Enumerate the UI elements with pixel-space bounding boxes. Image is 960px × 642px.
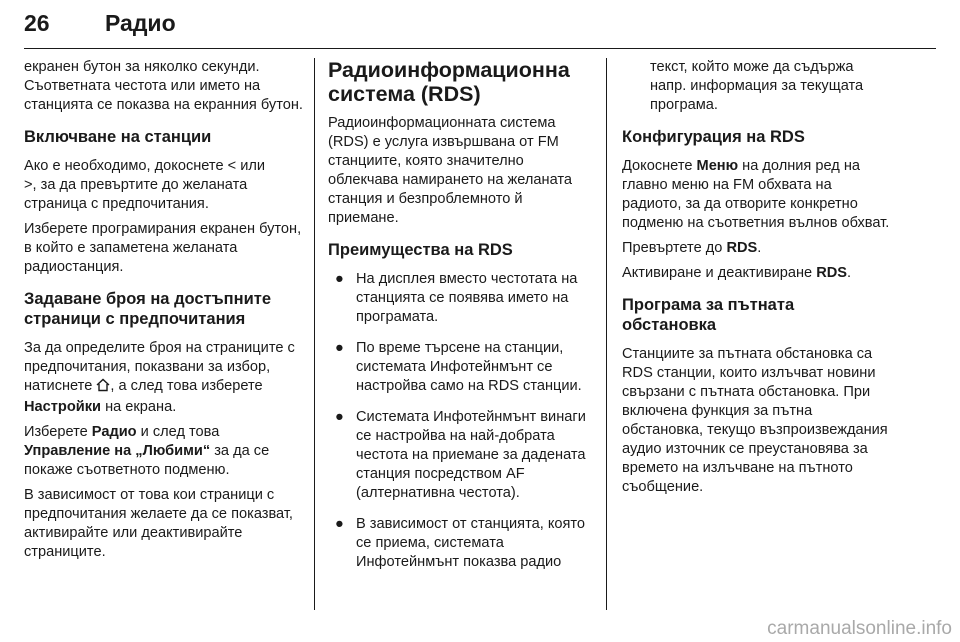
bullet-icon: ● [335,340,344,356]
bullet-icon: ● [335,516,344,532]
section-title: Радио [105,10,176,36]
heading-rds: Радиоинформационна система (RDS) [328,58,570,106]
watermark-text: carmanualsonline.info [767,618,952,639]
bullet-icon: ● [335,409,344,425]
settings-term: Настройки [24,399,101,415]
list-item: ● На дисплея вместо честотата на станцията се появява името на програмата. [335,271,578,325]
page-header [24,10,936,50]
paragraph-toggle-rds: Активиране и деактивиране RDS. [622,265,852,281]
paragraph-scroll-rds: Превъртете до RDS. [622,240,762,256]
list-item: ● Системата Инфотейнмънт винаги се настройва на най-добрата честота на приемане за дадената станция посредством AF (алтернативна честота). [335,409,586,501]
paragraph-select-radio: Изберете Радио и след това Управление на „Любими“ за да се покаже съответното подменю. [24,424,270,478]
paragraph-scroll: Ако е необходимо, докоснете < или >, за да превъртите до желаната страница с предпочитания. [24,158,266,212]
paragraph-traffic: Станциите за пътната обстановка са RDS станции, които излъчват новини свързани с пътната обстановка. При включена функция за пътна обстановка, текущо възпроизвеждания аудио източник се преустановява за времето на излъчване на пътното съобщение. [622,346,888,495]
list-item: ● По време търсене на станции, системата Инфотейнмънт се настройва само на RDS станции. [335,340,582,394]
bullet-icon: ● [335,271,344,287]
heading-rds-advantages: Преимущества на RDS [328,241,513,259]
paragraph-intro: екранен бутон за няколко секунди. Съответната честота или името на станцията се показва на екранния бутон. [24,59,303,113]
manage-favourites-term: Управление на „Любими“ [24,443,211,459]
menu-term: Меню [696,158,739,174]
paragraph-rds-intro: Радиоинформационната система (RDS) е услуга извършвана от FM станциите, която значително облекчава намирането на желаната станция и безпроблемното й приемане. [328,115,573,226]
column-right [622,58,892,503]
column-divider-2 [606,58,607,610]
heading-favourite-pages: Задаване броя на достъпните страници с предпочитания [24,290,272,328]
heading-activate-stations: Включване на станции [24,128,212,146]
home-icon [96,378,110,398]
heading-rds-config: Конфигурация на RDS [622,128,805,146]
column-divider-1 [314,58,315,610]
radio-term: Радио [91,424,137,440]
column-middle [328,58,596,584]
page-number: 26 [24,10,50,36]
heading-traffic-program: Програма за пътната обстановка [622,296,795,334]
advantages-list [328,270,596,572]
greater-than-symbol: > [24,177,33,193]
list-item: ● В зависимост от станцията, която се приема, системата Инфотейнмънт показва радио [335,516,586,570]
column-left [24,58,304,568]
rds-term: RDS [726,240,758,256]
paragraph-bullet-continuation: текст, който може да съдържа напр. информация за текущата програма. [650,59,864,113]
paragraph-menu: Докоснете Меню на долния ред на главно меню на FM обхвата на радиото, за да отворите конкретно подменю на съответния вълнов обхват. [622,158,890,231]
less-than-symbol: < [227,158,237,174]
header-divider [24,48,936,49]
rds-term: RDS [816,265,848,281]
paragraph-activate-pages: В зависимост от това кои страници с предпочитания желаете да се показват, активирайте или деактивирайте страниците. [24,487,293,560]
paragraph-select-button: Изберете програмирания екранен бутон, в който е запаметена желаната радиостанция. [24,221,302,275]
paragraph-pages-count: За да определите броя на страниците с предпочитания, показвани за избор, натиснете , а след това изберете Настройки на екрана. [24,340,295,415]
